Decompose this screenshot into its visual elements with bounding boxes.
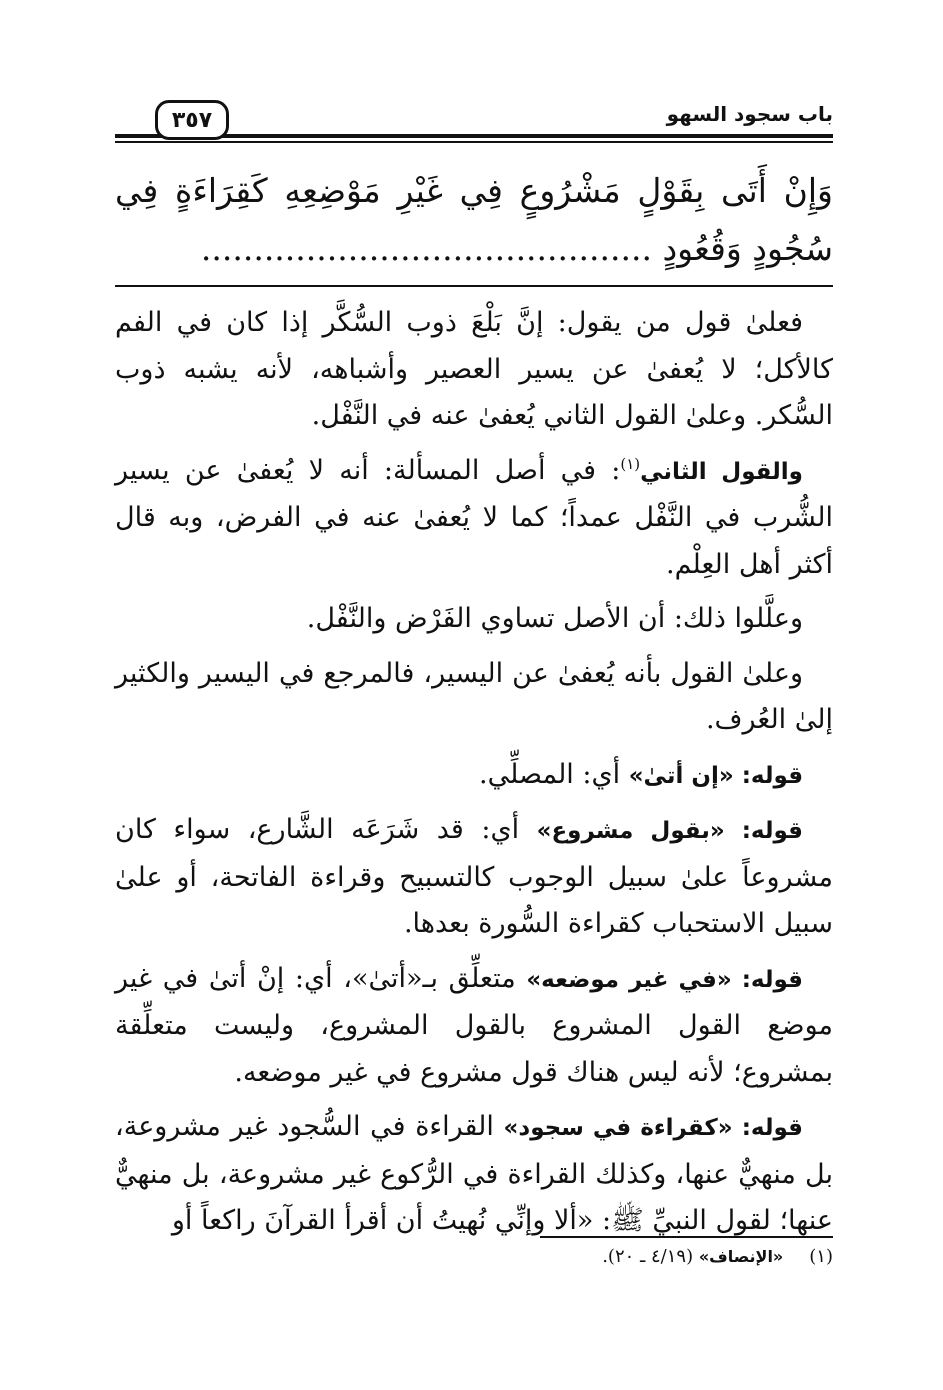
footnote-ref: (٤/١٩ ـ ٢٠). (602, 1246, 699, 1267)
paragraph-text: فعلىٰ قول من يقول: إنَّ بَلْعَ ذوب السُّكَّر إذا كان في الفم كالأكل؛ لا يُعفىٰ عن يسير العصير وأشباهه، لأنه يشبه ذوب السُّكر. وعلىٰ القول الثاني يُعفىٰ عنه في النَّفْل. (115, 307, 833, 431)
paragraph (115, 651, 833, 744)
page-header (115, 100, 833, 160)
paragraph-text: القراءة في السُّجود غير مشروعة، بل منهيٌّ عنها، وكذلك القراءة في الرُّكوع غير مشروعة، بل منهيٌّ عنها؛ لقول النبيِّ ﷺ: «ألا وإنِّي نُهيتُ أن أقرأ القرآنَ راكعاً أو (115, 1111, 833, 1236)
footnote-source: «الإنصاف» (698, 1247, 784, 1266)
footnote (115, 1242, 833, 1272)
page-number: ٣٥٧ (155, 100, 229, 140)
paragraph-text: أي: قد شَرَعَه الشَّارع، سواء كان مشروعاً علىٰ سبيل الوجوب كالتسبيح وقراءة الفاتحة، أو علىٰ سبيل الاستحباب كقراءة السُّورة بعدها. (115, 814, 833, 939)
matn-text (115, 162, 833, 278)
commentary (115, 300, 833, 1253)
paragraph-text: وعلَّلوا ذلك: أن الأصل تساوي الفَرْض والنَّفْل. (306, 603, 803, 634)
paragraph (115, 807, 833, 948)
matn-line: وَإِنْ أَتَى بِقَوْلٍ مَشْرُوعٍ فِي غَيْرِ مَوْضِعِهِ كَقِرَاءَةٍ فِي سُجُودٍ وَقُعُودٍ (115, 171, 833, 268)
paragraph-lead: قوله: «في غير موضعه» (526, 966, 803, 993)
footnote-marker: (١) (620, 454, 641, 473)
header-rule-thin (115, 141, 833, 143)
paragraph-lead: والقول الثاني (640, 458, 803, 485)
paragraph-text: : في أصل المسألة: أنه لا يُعفىٰ عن يسير الشُّرب في النَّفْل عمداً؛ كما لا يُعفىٰ عنه في الفرض، وبه قال أكثر أهل العِلْم. (115, 454, 833, 580)
footnote-separator (540, 1236, 833, 1238)
running-title: باب سجود السهو (666, 102, 833, 126)
matn-dots: ........................................... (200, 229, 652, 268)
paragraph (115, 752, 833, 800)
matn-separator (115, 285, 833, 287)
paragraph (115, 300, 833, 440)
footnote-number: (١) (809, 1246, 833, 1267)
paragraph (115, 1104, 833, 1245)
paragraph (115, 596, 833, 643)
paragraph-lead: قوله: «كقراءة في سجود» (503, 1115, 803, 1141)
paragraph (115, 956, 833, 1097)
paragraph-lead: قوله: «إن أتىٰ» (628, 762, 803, 789)
paragraph-text: وعلىٰ القول بأنه يُعفىٰ عن اليسير، فالمرجع في اليسير والكثير إلىٰ العُرف. (115, 657, 833, 735)
paragraph-text: متعلِّق بـ«أتىٰ»، أي: إنْ أتىٰ في غير موضع القول المشروع بالقول المشروع، وليست متعلِّقة بمشروع؛ لأنه ليس هناك قول مشروع في غير موضعه. (115, 962, 833, 1088)
paragraph (115, 448, 833, 589)
paragraph-text: أي: المصلِّي. (479, 758, 629, 790)
paragraph-lead: قوله: «بقول مشروع» (536, 818, 803, 844)
